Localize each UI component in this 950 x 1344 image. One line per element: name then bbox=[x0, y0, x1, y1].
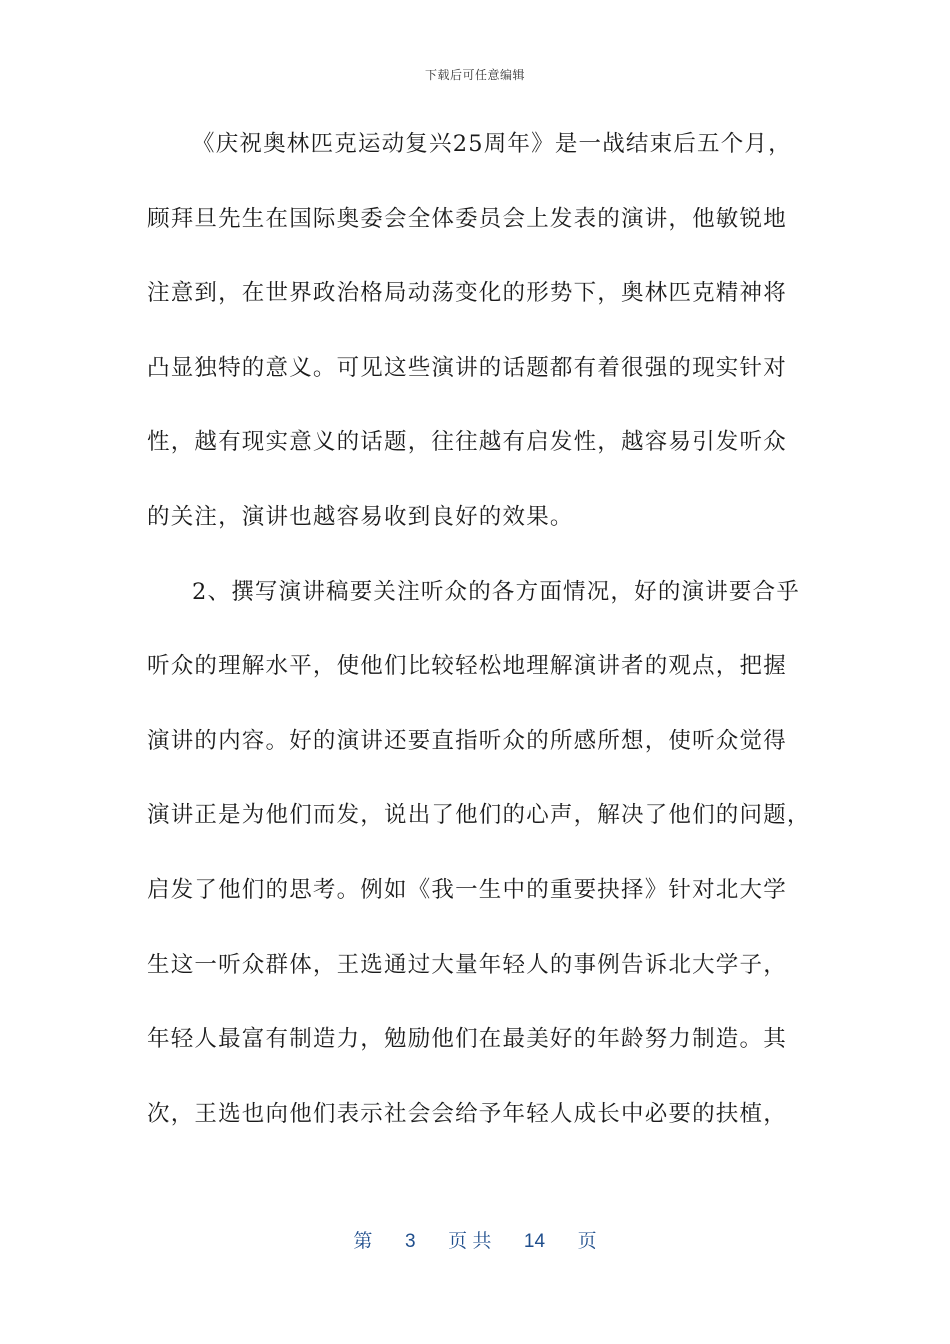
paragraph-line: 演讲正是为他们而发，说出了他们的心声，解决了他们的问题， bbox=[147, 802, 811, 829]
footer-prefix: 第 bbox=[353, 1231, 373, 1252]
page-header: 下载后可任意编辑 bbox=[424, 68, 525, 82]
paragraph-line: 性，越有现实意义的话题，往往越有启发性，越容易引发听众 bbox=[147, 429, 787, 456]
paragraph-line: 注意到，在世界政治格局动荡变化的形势下，奥林匹克精神将 bbox=[147, 280, 787, 307]
document-body bbox=[147, 124, 811, 1168]
paragraph-line: 听众的理解水平，使他们比较轻松地理解演讲者的观点，把握 bbox=[147, 653, 787, 680]
paragraph-line: 的关注，演讲也越容易收到良好的效果。 bbox=[147, 503, 574, 530]
paragraph-line: 2、撰写演讲稿要关注听众的各方面情况，好的演讲要合乎 bbox=[192, 578, 801, 605]
paragraph-line: 演讲的内容。好的演讲还要直指听众的所感所想，使听众觉得 bbox=[147, 727, 787, 754]
current-page-number: 3 bbox=[404, 1231, 416, 1252]
total-pages-number: 14 bbox=[523, 1231, 546, 1252]
paragraph-line: 年轻人最富有制造力，勉励他们在最美好的年龄努力制造。其 bbox=[147, 1026, 787, 1053]
paragraph-line: 次，王选也向他们表示社会会给予年轻人成长中必要的扶植， bbox=[147, 1100, 787, 1127]
paragraph-line: 启发了他们的思考。例如《我一生中的重要抉择》针对北大学 bbox=[147, 876, 787, 903]
footer-suffix: 页 bbox=[577, 1231, 597, 1252]
paragraph-line: 生这一听众群体，王选通过大量年轻人的事例告诉北大学子， bbox=[147, 951, 787, 978]
paragraph-line: 顾拜旦先生在国际奥委会全体委员会上发表的演讲，他敏锐地 bbox=[147, 205, 787, 232]
footer-middle: 页 共 bbox=[448, 1231, 492, 1252]
page-footer bbox=[0, 1226, 950, 1253]
paragraph-line: 凸显独特的意义。可见这些演讲的话题都有着很强的现实针对 bbox=[147, 354, 787, 381]
paragraph-line: 《庆祝奥林匹克运动复兴25周年》是一战结束后五个月， bbox=[192, 131, 792, 157]
